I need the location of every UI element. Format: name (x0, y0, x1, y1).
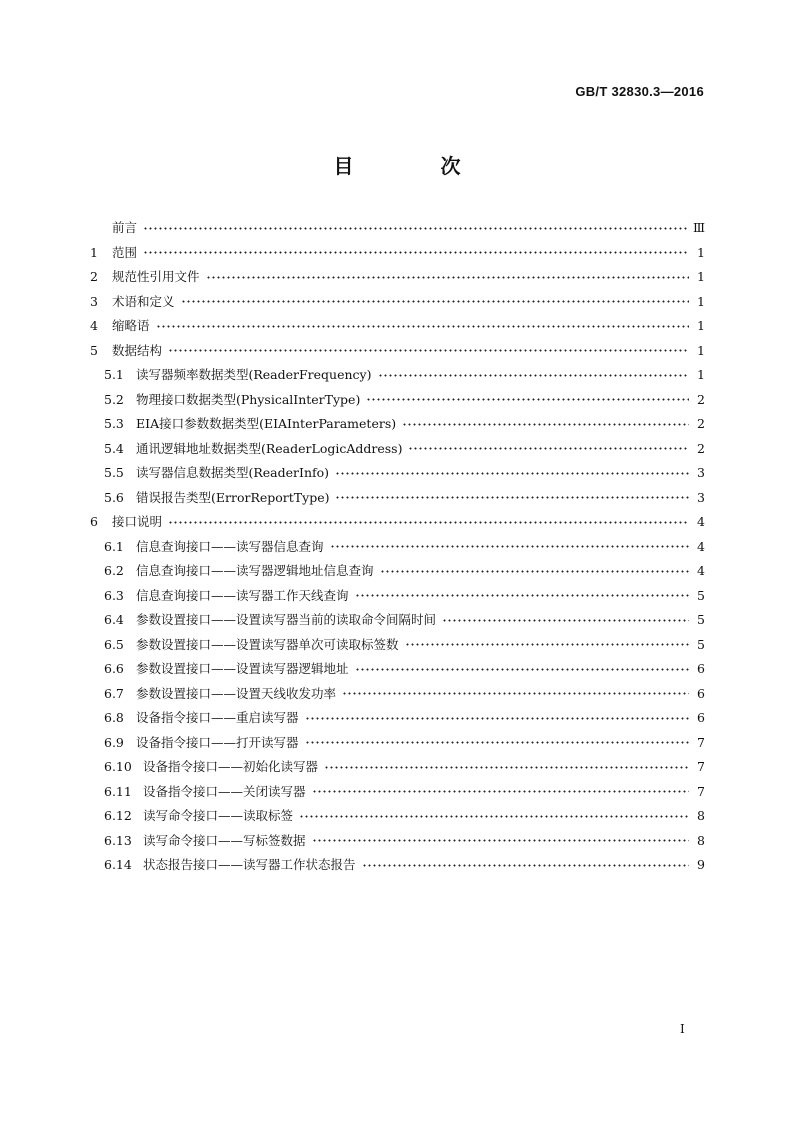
toc-entry-title: 规范性引用文件 (112, 269, 200, 284)
toc-entry[interactable] (90, 657, 705, 682)
toc-entry-title: 状态报告接口——读写器工作状态报告 (143, 857, 356, 872)
toc-entry-number: 1 (90, 244, 98, 260)
dot-leader (143, 249, 689, 257)
dot-leader (408, 445, 689, 453)
dot-leader (305, 714, 689, 722)
toc-entry-title: 数据结构 (112, 342, 163, 358)
toc-entry-number: 6.11 (104, 783, 132, 799)
dot-leader (312, 788, 689, 796)
toc-entry-number: 6.7 (104, 685, 124, 701)
toc-entry[interactable] (90, 559, 705, 584)
toc-entry-number: 6.1 (104, 538, 124, 554)
dot-leader (181, 298, 689, 306)
toc-entry-title: 信息查询接口——读写器逻辑地址信息查询 (136, 563, 374, 578)
toc-entry[interactable] (90, 584, 705, 609)
toc-entry-number: 6.14 (104, 857, 132, 872)
toc-entry-title: 读写命令接口——读取标签 (143, 808, 294, 823)
toc-entry-number: 5 (90, 342, 98, 358)
toc-entry-title: 范围 (112, 244, 138, 260)
table-of-contents (90, 216, 705, 878)
toc-entry-title: 前言 (112, 220, 138, 235)
dot-leader (355, 592, 689, 600)
toc-entry-number: 6.3 (104, 587, 124, 603)
toc-entry[interactable] (90, 853, 705, 878)
toc-entry-page: 4 (697, 538, 705, 554)
toc-entry-page: 7 (697, 734, 705, 750)
toc-entry-page: 3 (697, 465, 705, 480)
toc-entry-title: 参数设置接口——设置读写器单次可读取标签数 (136, 636, 399, 652)
toc-entry-number: 5.6 (104, 489, 124, 505)
toc-entry-page: 1 (697, 269, 705, 284)
toc-entry[interactable] (90, 314, 705, 339)
toc-entry-number: 5.4 (104, 440, 124, 456)
toc-entry-page: 5 (697, 636, 705, 652)
toc-entry[interactable] (90, 290, 705, 315)
toc-entry-title: 设备指令接口——初始化读写器 (143, 759, 319, 774)
toc-entry-number: 5.3 (104, 416, 124, 431)
toc-entry-number: 6.10 (104, 759, 132, 774)
toc-entry[interactable] (90, 706, 705, 731)
toc-entry-page: 6 (697, 710, 705, 725)
toc-entry-page: 2 (697, 416, 705, 431)
toc-entry-page: 2 (697, 391, 705, 407)
toc-entry-title: 读写器频率数据类型(ReaderFrequency) (136, 367, 372, 382)
toc-entry-page: 1 (697, 342, 705, 358)
footer-page-number: Ⅰ (680, 1022, 685, 1036)
toc-entry[interactable] (90, 265, 705, 290)
toc-entry-number: 3 (90, 293, 98, 309)
dot-leader (366, 396, 689, 404)
toc-entry-page: Ⅲ (692, 220, 705, 235)
dot-leader (168, 347, 689, 355)
dot-leader (378, 371, 690, 379)
toc-entry-number: 6.12 (104, 808, 132, 823)
toc-entry[interactable] (90, 216, 705, 241)
toc-entry[interactable] (90, 829, 705, 854)
toc-entry-title: EIA接口参数数据类型(EIAInterParameters) (136, 416, 397, 431)
toc-entry[interactable] (90, 755, 705, 780)
toc-entry-title: 参数设置接口——设置读写器逻辑地址 (136, 661, 349, 676)
toc-entry[interactable] (90, 412, 705, 437)
toc-entry-page: 3 (697, 489, 705, 505)
page-title: 目 次 (333, 154, 501, 178)
toc-entry[interactable] (90, 437, 705, 462)
dot-leader (206, 273, 689, 281)
toc-entry-title: 错误报告类型(ErrorReportType) (136, 489, 330, 505)
toc-entry-page: 1 (697, 244, 705, 260)
toc-entry[interactable] (90, 682, 705, 707)
toc-entry-page: 1 (697, 318, 705, 333)
toc-entry-number: 2 (90, 269, 98, 284)
toc-entry-number: 6.4 (104, 612, 124, 627)
toc-entry-page: 1 (697, 367, 705, 382)
dot-leader (305, 739, 689, 747)
toc-entry-title: 信息查询接口——读写器信息查询 (136, 538, 324, 554)
toc-entry-page: 6 (697, 661, 705, 676)
toc-entry-title: 术语和定义 (112, 293, 175, 309)
toc-entry-number: 6 (90, 514, 98, 529)
dot-leader (324, 763, 689, 771)
toc-entry-number: 5.2 (104, 391, 124, 407)
toc-entry-page: 7 (697, 759, 705, 774)
toc-entry[interactable] (90, 633, 705, 658)
toc-entry-page: 7 (697, 783, 705, 799)
toc-entry-title: 读写器信息数据类型(ReaderInfo) (136, 465, 330, 480)
dot-leader (168, 518, 689, 526)
dot-leader (299, 812, 689, 820)
toc-entry-title: 信息查询接口——读写器工作天线查询 (136, 587, 349, 603)
toc-entry-title: 参数设置接口——设置天线收发功率 (136, 685, 337, 701)
toc-entry-number: 6.13 (104, 832, 132, 848)
dot-leader (402, 420, 689, 428)
dot-leader (380, 567, 689, 575)
toc-entry-page: 6 (697, 685, 705, 701)
toc-entry-page: 4 (697, 514, 705, 529)
dot-leader (335, 494, 689, 502)
standard-code: GB/T 32830.3—2016 (575, 84, 704, 99)
toc-entry[interactable] (90, 804, 705, 829)
toc-entry[interactable] (90, 780, 705, 805)
toc-entry[interactable] (90, 486, 705, 511)
toc-entry-page: 5 (697, 587, 705, 603)
toc-entry-page: 2 (697, 440, 705, 456)
toc-entry-title: 设备指令接口——重启读写器 (136, 710, 299, 725)
toc-entry[interactable] (90, 608, 705, 633)
toc-entry-number: 4 (90, 318, 98, 333)
toc-entry-title: 缩略语 (112, 318, 150, 333)
toc-entry-number: 5.1 (104, 367, 124, 382)
dot-leader (355, 665, 689, 673)
toc-entry-number: 6.2 (104, 563, 124, 578)
toc-entry-page: 1 (697, 293, 705, 309)
toc-entry-number: 6.9 (104, 734, 124, 750)
toc-entry-number: 5.5 (104, 465, 124, 480)
toc-entry-page: 4 (697, 563, 705, 578)
toc-entry[interactable] (90, 535, 705, 560)
dot-leader (312, 837, 689, 845)
dot-leader (143, 224, 687, 232)
toc-entry[interactable] (90, 510, 705, 535)
toc-entry-page: 8 (697, 832, 705, 848)
toc-entry-number: 6.6 (104, 661, 124, 676)
dot-leader (156, 322, 689, 330)
toc-entry-title: 参数设置接口——设置读写器当前的读取命令间隔时间 (136, 612, 437, 627)
toc-entry-page: 9 (697, 857, 705, 872)
dot-leader (405, 641, 689, 649)
toc-entry-number: 6.5 (104, 636, 124, 652)
dot-leader (442, 616, 689, 624)
toc-entry[interactable] (90, 461, 705, 486)
toc-entry-title: 设备指令接口——打开读写器 (136, 734, 299, 750)
toc-entry-number: 6.8 (104, 710, 124, 725)
toc-entry-page: 8 (697, 808, 705, 823)
toc-entry[interactable] (90, 388, 705, 413)
toc-entry-page: 5 (697, 612, 705, 627)
dot-leader (335, 469, 689, 477)
toc-entry-title: 物理接口数据类型(PhysicalInterType) (136, 391, 361, 407)
dot-leader (342, 690, 689, 698)
toc-entry[interactable] (90, 339, 705, 364)
toc-entry[interactable] (90, 363, 705, 388)
toc-entry-title: 读写命令接口——写标签数据 (143, 832, 306, 848)
toc-entry[interactable] (90, 241, 705, 266)
dot-leader (362, 861, 689, 869)
dot-leader (330, 543, 689, 551)
toc-entry-title: 通讯逻辑地址数据类型(ReaderLogicAddress) (136, 440, 403, 456)
toc-entry-title: 设备指令接口——关闭读写器 (143, 783, 306, 799)
toc-entry-title: 接口说明 (112, 514, 163, 529)
toc-entry[interactable] (90, 731, 705, 756)
